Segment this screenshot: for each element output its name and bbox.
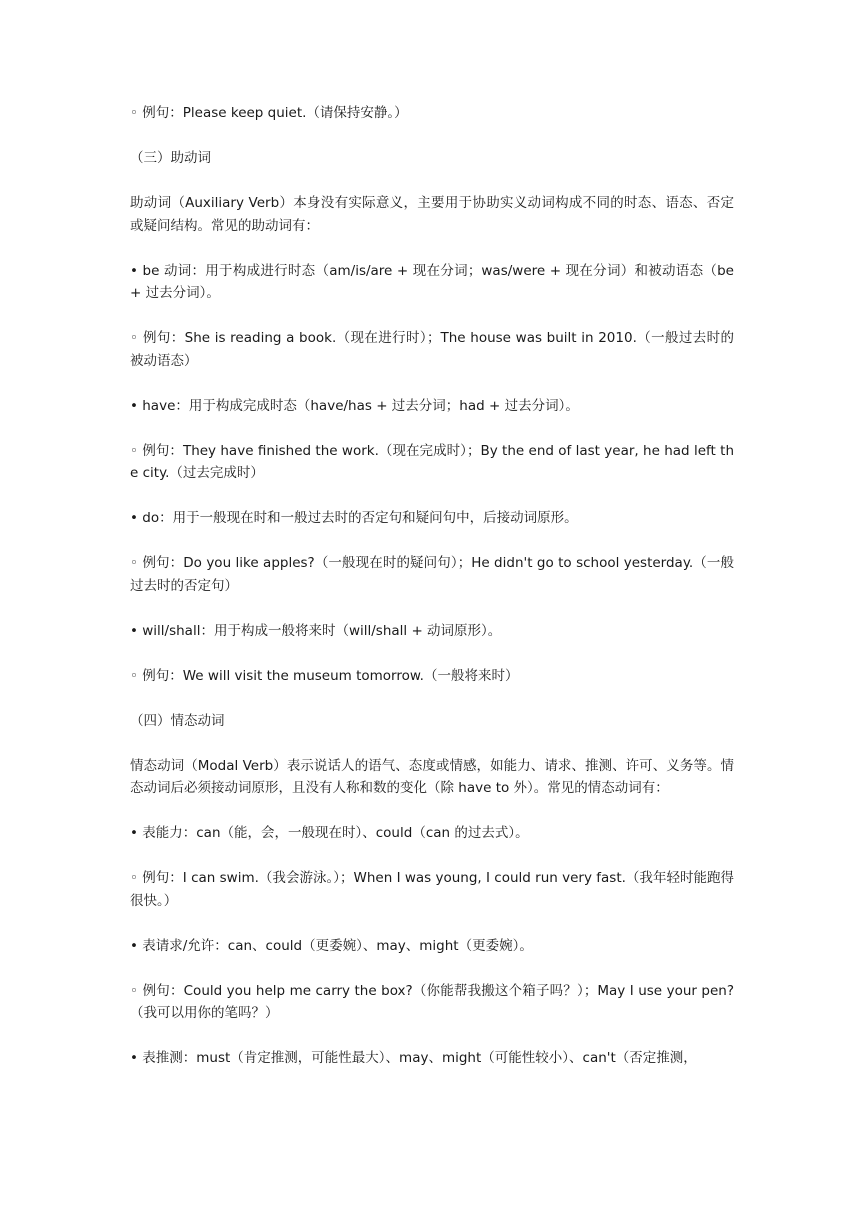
body-paragraph: 情态动词（Modal Verb）表示说话人的语气、态度或情感，如能力、请求、推测、许可、义务等。情态动词后必须接动词原形，且没有人称和数的变化（除 have to 外）。常见的情态动词有： (130, 757, 734, 796)
document-body (130, 102, 734, 1070)
bullet-item: • have：用于构成完成时态（have/has + 过去分词；had + 过去分词）。 (130, 397, 579, 414)
bullet-item: • 表推测：must（肯定推测，可能性最大）、may、might（可能性较小）、can't（否定推测， (130, 1050, 697, 1066)
bullet-item: • 表能力：can（能，会，一般现在时）、could（can 的过去式）。 (130, 825, 529, 841)
example-sentence: ◦ 例句：Could you help me carry the box?（你能帮我搬这个箱子吗？）；May I use your pen?（我可以用你的笔吗？） (130, 982, 734, 1021)
example-sentence: ◦ 例句：I can swim.（我会游泳。）；When I was young, I could run very fast.（我年轻时能跑得很快。） (130, 870, 734, 909)
example-sentence: ◦ 例句：She is reading a book.（现在进行时）；The house was built in 2010.（一般过去时的被动语态） (130, 330, 734, 369)
bullet-item: • 表请求/允许：can、could（更委婉）、may、might（更委婉）。 (130, 937, 533, 954)
example-sentence: ◦ 例句：We will visit the museum tomorrow.（一般将来时） (130, 667, 519, 684)
example-sentence: ◦ 例句：Please keep quiet.（请保持安静。） (130, 105, 408, 121)
example-sentence: ◦ 例句：Do you like apples?（一般现在时的疑问句）；He didn't go to school yesterday.（一般过去时的否定句） (130, 555, 734, 594)
bullet-item: • do：用于一般现在时和一般过去时的否定句和疑问句中，后接动词原形。 (130, 510, 578, 526)
bullet-item: • be 动词：用于构成进行时态（am/is/are + 现在分词；was/were + 现在分词）和被动语态（be + 过去分词）。 (130, 262, 734, 301)
section-heading-auxiliary-verbs: （三）助动词 (130, 150, 211, 166)
section-heading-modal-verbs: （四）情态动词 (130, 712, 225, 729)
body-paragraph: 助动词（Auxiliary Verb）本身没有实际意义，主要用于协助实义动词构成不同的时态、语态、否定或疑问结构。常见的助动词有： (130, 195, 734, 234)
bullet-item: • will/shall：用于构成一般将来时（will/shall + 动词原形）。 (130, 622, 502, 639)
example-sentence: ◦ 例句：They have finished the work.（现在完成时）；By the end of last year, he had left the city.（过去完成时） (130, 442, 734, 481)
